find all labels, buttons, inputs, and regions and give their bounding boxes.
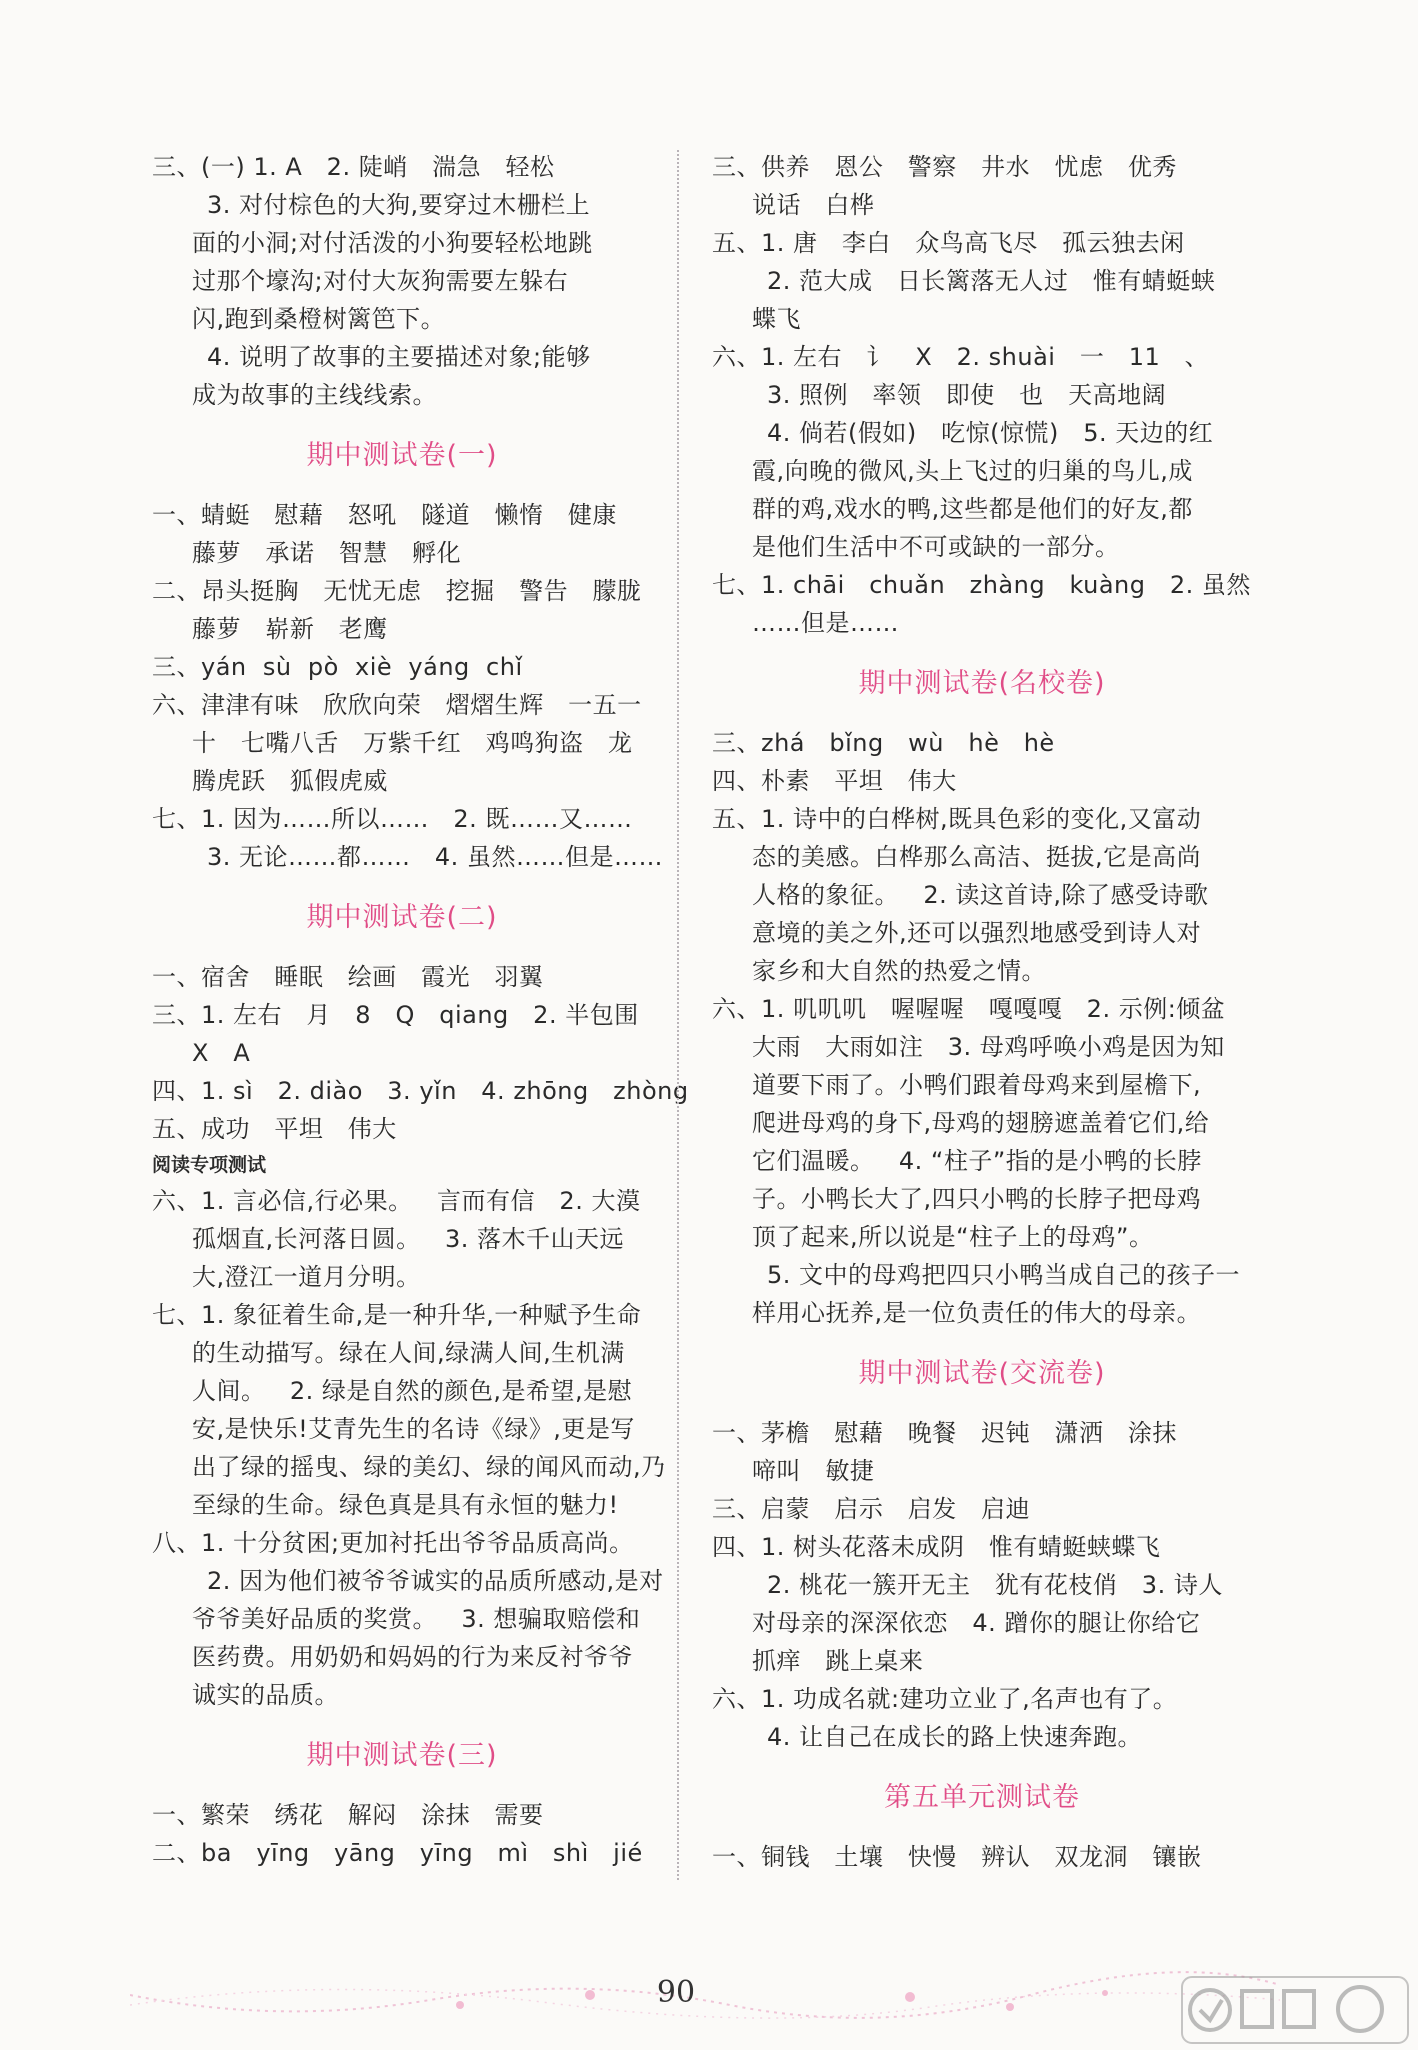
right-column [712, 148, 1252, 1876]
answer-line: 意境的美之外,还可以强烈地感受到诗人对 [752, 919, 1202, 947]
answer-line: 五、成功 平坦 伟大 [152, 1115, 397, 1143]
answer-line: 藤萝 崭新 老鹰 [192, 615, 388, 643]
answer-line: 一、繁荣 绣花 解闷 涂抹 需要 [152, 1801, 544, 1829]
answer-line: 子。小鸭长大了,四只小鸭的长脖子把母鸡 [752, 1185, 1202, 1213]
answer-line: 大,澄江一道月分明。 [192, 1263, 421, 1291]
answer-line: 三、1. 左右 月 8 Q qiang 2. 半包围 [152, 1001, 639, 1029]
answer-line: 七、1. chāi chuǎn zhàng kuàng 2. 虽然 [712, 571, 1251, 599]
answer-line: 三、供养 恩公 警察 井水 忧虑 优秀 [712, 153, 1177, 181]
answer-line: 一、铜钱 土壤 快慢 辨认 双龙洞 镶嵌 [712, 1843, 1202, 1871]
answer-line: 五、1. 诗中的白桦树,既具色彩的变化,又富动 [712, 805, 1202, 833]
answer-line: 四、1. 树头花落未成阴 惟有蜻蜓蛱蝶飞 [712, 1533, 1161, 1561]
answer-line: 群的鸡,戏水的鸭,这些都是他们的好友,都 [752, 495, 1193, 523]
answer-line: 道要下雨了。小鸭们跟着母鸡来到屋檐下, [752, 1071, 1202, 1099]
answer-line: 二、ba yīng yāng yīng mì shì jié [152, 1839, 643, 1867]
answer-line: 4. 倘若(假如) 吃惊(惊慌) 5. 天边的红 [767, 419, 1214, 447]
answer-line: 2. 因为他们被爷爷诚实的品质所感动,是对 [207, 1567, 664, 1595]
answer-line: 三、zhá bǐng wù hè hè [712, 729, 1055, 757]
answer-line: 三、启蒙 启示 启发 启迪 [712, 1495, 1031, 1523]
answer-line: 霞,向晚的微风,头上飞过的归巢的鸟儿,成 [752, 457, 1193, 485]
answer-line: 爷爷美好品质的奖赏。 3. 想骗取赔偿和 [192, 1605, 641, 1633]
answer-line: 四、朴素 平坦 伟大 [712, 767, 957, 795]
answer-line: 说话 白桦 [752, 191, 875, 219]
answer-line: 六、1. 左右 讠 X 2. shuài 一 11 、 [712, 343, 1210, 371]
answer-line: 3. 对付棕色的大狗,要穿过木栅栏上 [207, 191, 591, 219]
answer-line: 对母亲的深深依恋 4. 蹭你的腿让你给它 [752, 1609, 1201, 1637]
answer-line: ……但是…… [752, 609, 899, 637]
section-title: 第五单元测试卷 [884, 1782, 1080, 1813]
answer-line: 出了绿的摇曳、绿的美幻、绿的闻风而动,乃 [192, 1453, 666, 1481]
answer-line: 闪,跑到桑橙树篱笆下。 [192, 305, 446, 333]
answer-line: 六、1. 言必信,行必果。 言而有信 2. 大漠 [152, 1187, 641, 1215]
answer-line: 六、津津有味 欣欣向荣 熠熠生辉 一五一 [152, 691, 642, 719]
section-title: 期中测试卷(三) [306, 1740, 498, 1771]
answer-line: 面的小洞;对付活泼的小狗要轻松地跳 [192, 229, 593, 257]
answer-line: 顶了起来,所以说是“柱子上的母鸡”。 [752, 1223, 1154, 1251]
answer-line: 4. 说明了故事的主要描述对象;能够 [207, 343, 591, 371]
answer-line: 蝶飞 [752, 305, 801, 333]
answer-line: 腾虎跃 狐假虎威 [192, 767, 388, 795]
answer-line: 藤萝 承诺 智慧 孵化 [192, 539, 462, 567]
answer-line: 它们温暖。 4. “柱子”指的是小鸭的长脖 [752, 1147, 1202, 1175]
answer-line: 的生动描写。绿在人间,绿满人间,生机满 [192, 1339, 625, 1367]
answer-line: 七、1. 象征着生命,是一种升华,一种赋予生命 [152, 1301, 642, 1329]
watermark-logo [1180, 1975, 1410, 2045]
answer-line: 5. 文中的母鸡把四只小鸭当成自己的孩子一 [767, 1261, 1241, 1289]
answer-line: 三、yán sù pò xiè yáng chǐ [152, 653, 523, 681]
answer-line: 医药费。用奶奶和妈妈的行为来反衬爷爷 [192, 1643, 633, 1671]
answer-line: 二、昂头挺胸 无忧无虑 挖掘 警告 朦胧 [152, 577, 642, 605]
subsection-title: 阅读专项测试 [152, 1154, 267, 1176]
answer-line: 样用心抚养,是一位负责任的伟大的母亲。 [752, 1299, 1202, 1327]
answer-line: 过那个壕沟;对付大灰狗需要左躲右 [192, 267, 569, 295]
answer-line: 诚实的品质。 [192, 1681, 339, 1709]
answer-line: 一、茅檐 慰藉 晚餐 迟钝 潇洒 涂抹 [712, 1419, 1177, 1447]
answer-line: X A [192, 1039, 251, 1067]
page-number: 90 [656, 1975, 696, 2010]
answer-line: 一、蜻蜓 慰藉 怒吼 隧道 懒惰 健康 [152, 501, 617, 529]
answer-line: 大雨 大雨如注 3. 母鸡呼唤小鸡是因为知 [752, 1033, 1225, 1061]
section-title: 期中测试卷(二) [306, 902, 498, 933]
answer-line: 一、宿舍 睡眠 绘画 霞光 羽翼 [152, 963, 544, 991]
section-title: 期中测试卷(交流卷) [858, 1358, 1106, 1389]
answer-line: 2. 桃花一簇开无主 犹有花枝俏 3. 诗人 [767, 1571, 1223, 1599]
answer-line: 至绿的生命。绿色真是具有永恒的魅力! [192, 1491, 619, 1519]
section-title: 期中测试卷(一) [306, 440, 498, 471]
column-divider [677, 150, 679, 1880]
answer-line: 成为故事的主线线索。 [192, 381, 437, 409]
answer-line: 三、(一) 1. A 2. 陡峭 湍急 轻松 [152, 153, 555, 181]
answer-line: 4. 让自己在成长的路上快速奔跑。 [767, 1723, 1143, 1751]
answer-line: 安,是快乐!艾青先生的名诗《绿》,更是写 [192, 1415, 635, 1443]
answer-line: 十 七嘴八舌 万紫千红 鸡鸣狗盗 龙 [192, 729, 633, 757]
answer-line: 3. 无论……都…… 4. 虽然……但是…… [207, 843, 663, 871]
answer-line: 啼叫 敏捷 [752, 1457, 875, 1485]
answer-line: 是他们生活中不可或缺的一部分。 [752, 533, 1120, 561]
answer-line: 人格的象征。 2. 读这首诗,除了感受诗歌 [752, 881, 1209, 909]
answer-line: 五、1. 唐 李白 众鸟高飞尽 孤云独去闲 [712, 229, 1185, 257]
answer-line: 3. 照例 率领 即使 也 天高地阔 [767, 381, 1167, 409]
answer-line: 八、1. 十分贫困;更加衬托出爷爷品质高尚。 [152, 1529, 634, 1557]
answer-line: 抓痒 跳上桌来 [752, 1647, 924, 1675]
answer-line: 六、1. 叽叽叽 喔喔喔 嘎嘎嘎 2. 示例:倾盆 [712, 995, 1226, 1023]
answer-line: 家乡和大自然的热爱之情。 [752, 957, 1046, 985]
section-title: 期中测试卷(名校卷) [858, 668, 1106, 699]
answer-line: 四、1. sì 2. diào 3. yǐn 4. zhōng zhòng [152, 1077, 689, 1105]
answer-line: 人间。 2. 绿是自然的颜色,是希望,是慰 [192, 1377, 633, 1405]
answer-line: 态的美感。白桦那么高洁、挺拔,它是高尚 [752, 843, 1202, 871]
answer-line: 爬进母鸡的身下,母鸡的翅膀遮盖着它们,给 [752, 1109, 1210, 1137]
answer-line: 六、1. 功成名就:建功立业了,名声也有了。 [712, 1685, 1178, 1713]
left-column [152, 148, 689, 1872]
answer-line: 孤烟直,长河落日圆。 3. 落木千山天远 [192, 1225, 625, 1253]
answer-line: 2. 范大成 日长篱落无人过 惟有蜻蜓蛱 [767, 267, 1216, 295]
answer-line: 七、1. 因为……所以…… 2. 既……又…… [152, 805, 633, 833]
